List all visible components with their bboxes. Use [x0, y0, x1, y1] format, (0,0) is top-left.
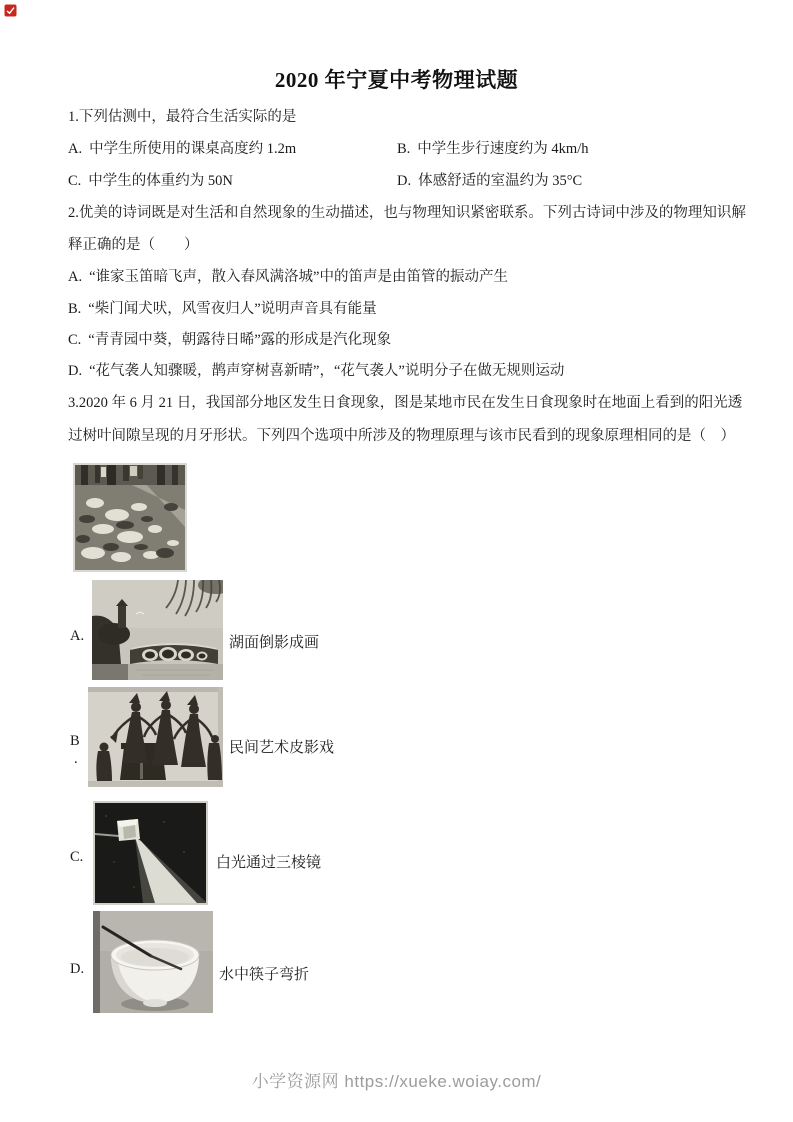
q3-stem-line1: 3.2020 年 6 月 21 日，我国部分地区发生日食现象，图是某地市民在发生日食现象时在地面上看到的阳光透: [68, 395, 743, 411]
shadow-puppetry-photo: [88, 687, 223, 787]
q2-option-a: [68, 269, 508, 286]
q1-stem: 1.下列估测中，最符合生活实际的是: [68, 109, 297, 125]
q2-option-c: [68, 332, 391, 349]
option-text: 中学生所使用的课桌高度约 1.2m: [89, 141, 297, 157]
q1-option-c: [68, 173, 233, 190]
q3-option-a-label: A.: [70, 628, 85, 644]
watermark-footer: 小学资源网 https://xueke.woiay.com/: [251, 1072, 542, 1091]
q2-option-d: [68, 363, 564, 380]
option-label: C.: [68, 173, 82, 189]
q1-option-a: [68, 141, 296, 158]
q1-option-d: [397, 173, 582, 190]
option-label: B.: [68, 301, 82, 317]
option-label: D.: [68, 363, 83, 379]
q3-option-a-caption: 湖面倒影成画: [229, 635, 320, 651]
page-title: 2020 年宁夏中考物理试题: [274, 68, 519, 92]
q1-option-b: [397, 141, 588, 158]
q2-option-b: [68, 301, 377, 318]
white-light-prism-photo: [93, 801, 208, 905]
q3-option-c-caption: 白光通过三棱镜: [216, 855, 322, 871]
option-text: “谁家玉笛暗飞声，散入春风满洛城”中的笛声是由笛管的振动产生: [89, 269, 508, 285]
option-label: A.: [68, 141, 83, 157]
option-text: “花气袭人知骤暖，鹊声穿树喜新晴”，“花气袭人”说明分子在做无规则运动: [89, 363, 565, 379]
q2-stem-line2: 释正确的是（ ）: [68, 237, 199, 253]
q3-option-d-caption: 水中筷子弯折: [219, 967, 310, 983]
q3-option-d-label: D.: [70, 961, 85, 977]
lake-bridge-reflection-photo: [92, 580, 223, 680]
option-label: C.: [68, 332, 82, 348]
q3-option-b-caption: 民间艺术皮影戏: [229, 740, 335, 756]
q3-option-c-label: C.: [70, 849, 84, 865]
q3-stem-line2: 过树叶间隙呈现的月牙形状。下列四个选项中所涉及的物理原理与该市民看到的现象原理相同的是（ ）: [68, 428, 735, 444]
option-text: 中学生的体重约为 50N: [88, 173, 233, 189]
chopstick-in-bowl-photo: [93, 911, 213, 1013]
q3-option-b-label: B: [70, 733, 80, 749]
sunlight-through-leaves-photo: [73, 463, 187, 572]
option-text: “青青园中葵，朝露待日晞”露的形成是汽化现象: [88, 332, 392, 348]
option-label: D.: [397, 173, 412, 189]
option-label: A.: [68, 269, 83, 285]
option-text: 中学生步行速度约为 4km/h: [417, 141, 589, 157]
q2-stem-line1: 2.优美的诗词既是对生活和自然现象的生动描述，也与物理知识紧密联系。下列古诗词中涉及的物理知识解: [68, 205, 746, 221]
q3-option-b-stray-dot: .: [74, 751, 78, 767]
option-text: “柴门闻犬吠，风雪夜归人”说明声音具有能量: [88, 301, 377, 317]
option-label: B.: [397, 141, 411, 157]
red-stamp-icon: [4, 4, 17, 17]
option-text: 体感舒适的室温约为 35°C: [418, 173, 583, 189]
